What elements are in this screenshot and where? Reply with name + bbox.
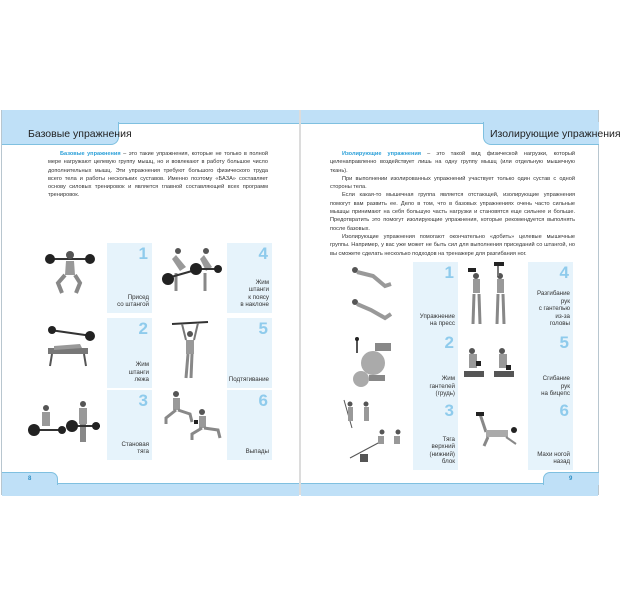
exercise-number: 4	[258, 244, 268, 263]
exercise-label: Становая тяга	[121, 440, 149, 456]
squat-illustration	[40, 245, 100, 300]
exercise-number: 4	[559, 263, 569, 282]
exercise-number: 1	[444, 263, 454, 282]
exercise-label: Махи ногой назад	[537, 450, 570, 466]
bent-over-row-illustration	[158, 245, 223, 300]
exercise-label: Подтягивание	[228, 376, 269, 384]
right-para-2: При выполнении изолированных упражнений участвует только один сустав с одной стороны тела.	[330, 175, 575, 191]
exercise-label: Жим гантелей (грудь)	[429, 375, 455, 398]
exercise-card-5	[227, 318, 272, 388]
exercise-number: 3	[444, 401, 454, 420]
book-spine	[299, 110, 301, 495]
exercise-label: Выпады	[245, 448, 269, 456]
left-intro-term: Базовые упражнения	[60, 151, 121, 157]
exercise-card-1	[413, 262, 458, 332]
leg-kickback-illustration	[470, 410, 525, 455]
right-intro-term: Изолирующие упражнения	[342, 151, 422, 157]
exercise-number: 2	[444, 333, 454, 352]
right-intro-body: – это такой вид физической нагрузки, который целенаправленно воздействует лишь на одну группу мышц (или отдельную мышечную ткань).	[330, 151, 575, 174]
exercise-card-4	[528, 262, 573, 332]
right-intro-text	[330, 150, 575, 258]
exercise-label: Упражнение на пресс	[419, 312, 455, 328]
right-para-3: Если какая-то мышечная группа является отстающей, изолирующие упражнения помогут вам развить ее. Дело в том, что в базовых упражнениях очень часто сильные мышцы принимают на себя большую часть нагрузки и становятся еще сильнее и больше. Предотвратить это помогут изолирующие упражнения, которые рекомендуется выполнять после базовых.	[330, 192, 575, 232]
left-section-title: Базовые упражнения	[28, 128, 132, 140]
right-para-4: Изолирующие упражнения помогают окончательно «добить» целевые мышечные группы. Например, у вас уже может не быть сил для выполнения приседаний со штангой, но вы сможете сделать несколько подходов на тренажере для разгибания ног.	[330, 233, 575, 257]
left-page-number: 8	[28, 476, 32, 482]
bench-press-illustration	[40, 320, 100, 370]
dumbbell-press-illustration	[345, 335, 400, 390]
exercise-card-2	[413, 332, 458, 402]
triceps-extension-illustration	[458, 262, 520, 332]
exercise-number: 6	[258, 391, 268, 410]
exercise-label: Сгибание рук на бицепс	[541, 375, 570, 398]
left-intro-body: – это такие упражнения, которые не только в полной мере нагружают целевую группу мышц, но и вовлекают в работу большое число дополнительных мышц. Эти упражнения требуют большого физического труда всего тела и работы нескольких суставов. Именно поэтому «БАЗА» составляет основу силовых тренировок и является главной составляющей всех программ тренировок.	[48, 151, 268, 199]
deadlift-illustration	[28, 398, 103, 448]
exercise-card-6	[227, 390, 272, 460]
exercise-number: 3	[138, 391, 148, 410]
exercise-card-4	[227, 243, 272, 313]
exercise-label: Разгибание рук с гантелью из-за головы	[536, 290, 570, 328]
exercise-card-2	[107, 318, 152, 388]
cable-row-illustration	[340, 398, 405, 468]
exercise-label: Присед со штангой	[117, 293, 149, 309]
exercise-card-3	[107, 390, 152, 460]
exercise-number: 5	[258, 319, 268, 338]
exercise-label: Жим штанги лежа	[128, 361, 149, 384]
exercise-card-1	[107, 243, 152, 313]
exercise-card-5	[528, 332, 573, 402]
right-section-title: Изолирующие упражнения	[490, 128, 621, 140]
exercise-card-6	[528, 400, 573, 470]
left-intro-text	[48, 150, 268, 200]
exercise-card-3	[413, 400, 458, 470]
bicep-curl-illustration	[458, 345, 520, 390]
crunch-illustration	[345, 262, 400, 330]
exercise-number: 6	[559, 401, 569, 420]
exercise-label: Тяга верхний (нижний) блок	[429, 435, 455, 466]
pull-up-illustration	[170, 318, 210, 386]
exercise-number: 5	[559, 333, 569, 352]
exercise-label: Жим штанги к поясу в наклоне	[240, 278, 269, 309]
right-page-number: 9	[569, 476, 573, 482]
exercise-number: 2	[138, 319, 148, 338]
lunge-illustration	[162, 390, 227, 445]
exercise-number: 1	[138, 244, 148, 263]
